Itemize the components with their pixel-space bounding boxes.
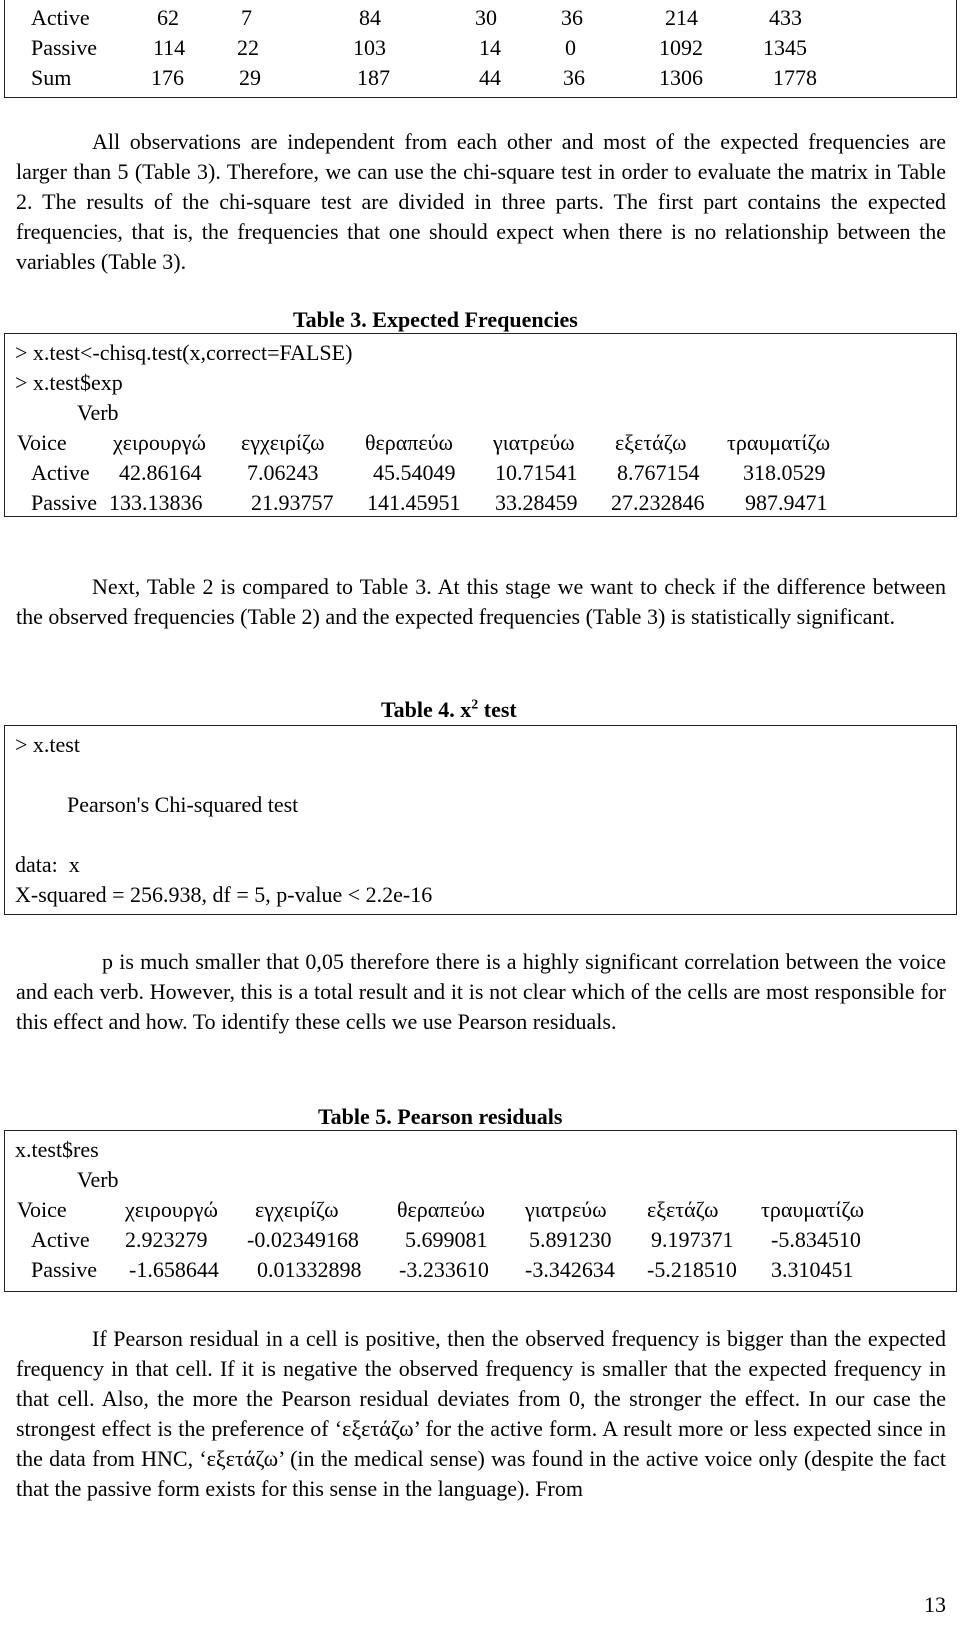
table-cell: -3.342634 <box>525 1257 615 1282</box>
table4-box <box>4 725 957 915</box>
r-command: > x.test <box>15 732 80 757</box>
table3-caption: Table 3. Expected Frequencies <box>293 307 578 332</box>
column-header: τραυματίζω <box>761 1197 865 1222</box>
table-cell: 2.923279 <box>125 1227 208 1252</box>
paragraph-1: All observations are independent from each other and most of the expected frequencies are larger than 5 (Table 3). Therefore, we can use the chi-square test in order to evaluate the matrix in Table 2. The results of the chi-square test are divided in three parts. The first part contains the expected frequencies, that is, the frequencies that one should expect when there is no relationship between the variables (Table 3). <box>16 129 946 274</box>
table-cell: 10.71541 <box>495 460 578 485</box>
column-header: Voice <box>17 1197 67 1222</box>
table-cell: 7 <box>241 5 252 30</box>
test-title: Pearson's Chi-squared test <box>67 792 299 817</box>
table-cell: 114 <box>153 35 186 60</box>
test-result: X-squared = 256.938, df = 5, p-value < 2.2e-16 <box>15 882 433 907</box>
r-command: x.test$res <box>15 1137 99 1162</box>
table5-box <box>4 1130 957 1292</box>
table-cell: 987.9471 <box>745 490 828 515</box>
caption-text: test <box>478 697 517 722</box>
data-line: data: x <box>15 852 80 877</box>
table5-caption: Table 5. Pearson residuals <box>318 1104 563 1129</box>
row-label: Passive <box>31 1257 97 1282</box>
table-cell: 36 <box>561 5 583 30</box>
column-header: γιατρεύω <box>493 430 575 455</box>
table-cell: 0.01332898 <box>257 1257 362 1282</box>
row-label: Active <box>31 5 90 30</box>
table-cell: 45.54049 <box>373 460 456 485</box>
table-cell: 103 <box>353 35 386 60</box>
table-cell: 22 <box>237 35 259 60</box>
row-label: Active <box>31 1227 90 1252</box>
paragraph-3: p is much smaller that 0,05 therefore there is a highly significant correlation between the voice and each verb. However, this is a total result and it is not clear which of the cells are most responsible for this effect and how. To identify these cells we use Pearson residuals. <box>16 949 946 1034</box>
column-header: θεραπεύω <box>397 1197 485 1222</box>
caption-text: Table 4. x <box>381 697 472 722</box>
verb-label: Verb <box>77 400 119 425</box>
table-cell: 3.310451 <box>771 1257 854 1282</box>
caption-superscript: 2 <box>471 697 479 713</box>
table-cell: 141.45951 <box>367 490 461 515</box>
table-cell: 433 <box>769 5 802 30</box>
table-cell: 36 <box>563 65 585 90</box>
column-header: θεραπεύω <box>365 430 453 455</box>
r-command: > x.test<-chisq.test(x,correct=FALSE) <box>15 340 353 365</box>
page-number: 13 <box>924 1592 946 1617</box>
verb-label: Verb <box>77 1167 119 1192</box>
column-header: χειρουργώ <box>125 1197 218 1222</box>
table-cell: 30 <box>475 5 497 30</box>
table-cell: 84 <box>359 5 381 30</box>
column-header: τραυματίζω <box>727 430 831 455</box>
column-header: Voice <box>17 430 67 455</box>
table-cell: -0.02349168 <box>247 1227 359 1252</box>
table-cell: 1092 <box>659 35 703 60</box>
table-cell: -5.218510 <box>647 1257 737 1282</box>
table-cell: 29 <box>239 65 261 90</box>
table-cell: 176 <box>151 65 184 90</box>
column-header: εγχειρίζω <box>241 430 325 455</box>
table-cell: 187 <box>357 65 390 90</box>
table4-caption <box>381 695 517 725</box>
table-cell: 5.891230 <box>529 1227 612 1252</box>
paragraph-2: Next, Table 2 is compared to Table 3. At this stage we want to check if the difference between the observed frequencies (Table 2) and the expected frequencies (Table 3) is statistically significant. <box>16 574 946 629</box>
table-cell: -3.233610 <box>399 1257 489 1282</box>
table-cell: -5.834510 <box>771 1227 861 1252</box>
row-label: Active <box>31 460 90 485</box>
table-cell: 21.93757 <box>251 490 334 515</box>
paragraph-4: If Pearson residual in a cell is positive, then the observed frequency is bigger than the expected frequency in that cell. If it is negative the observed frequency is smaller that the expected frequency in that cell. Also, the more the Pearson residual deviates from 0, the stronger the effect. In our case the strongest effect is the preference of ‘εξετάζω’ for the active form. A result more or less expected since in the data from HNC, ‘εξετάζω’ (in the medical sense) was found in the active voice only (despite the fact that the passive form exists for this sense in the language). From <box>16 1326 946 1501</box>
table-cell: 1345 <box>763 35 807 60</box>
r-command: > x.test$exp <box>15 370 123 395</box>
column-header: εγχειρίζω <box>255 1197 339 1222</box>
column-header: χειρουργώ <box>113 430 206 455</box>
table-cell: 27.232846 <box>611 490 705 515</box>
row-label: Passive <box>31 490 97 515</box>
column-header: εξετάζω <box>647 1197 719 1222</box>
table-cell: 8.767154 <box>617 460 700 485</box>
table-cell: 318.0529 <box>743 460 826 485</box>
table-cell: 62 <box>157 5 179 30</box>
table-cell: 14 <box>479 35 501 60</box>
table3-box <box>4 333 957 517</box>
row-label: Sum <box>31 65 72 90</box>
table-cell: 214 <box>665 5 698 30</box>
column-header: γιατρεύω <box>525 1197 607 1222</box>
table-cell: 33.28459 <box>495 490 578 515</box>
table-cell: 1778 <box>773 65 817 90</box>
table-cell: 0 <box>565 35 576 60</box>
table2-box <box>4 0 957 98</box>
table-cell: 133.13836 <box>109 490 203 515</box>
table-cell: 9.197371 <box>651 1227 734 1252</box>
table-cell: 5.699081 <box>405 1227 488 1252</box>
column-header: εξετάζω <box>615 430 687 455</box>
table-cell: 7.06243 <box>247 460 319 485</box>
table-cell: 42.86164 <box>119 460 202 485</box>
row-label: Passive <box>31 35 97 60</box>
table-cell: 1306 <box>659 65 703 90</box>
table-cell: -1.658644 <box>129 1257 219 1282</box>
table-cell: 44 <box>479 65 501 90</box>
